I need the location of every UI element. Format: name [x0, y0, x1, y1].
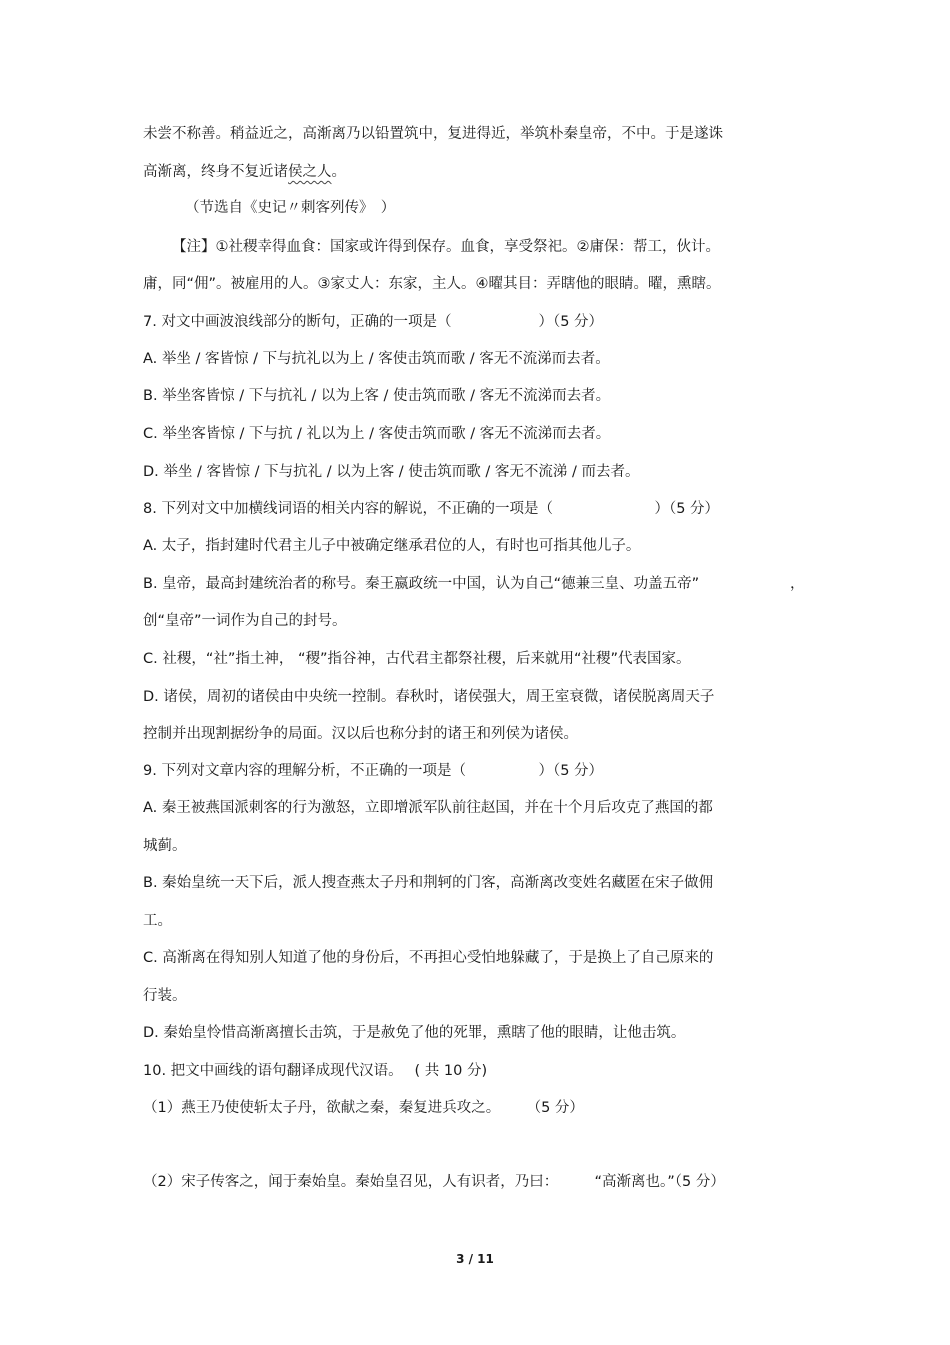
- passage-line-2-end: 。: [331, 164, 346, 180]
- question-7-option-b: B. 举坐客皆惊 / 下与抗礼 / 以为上客 / 使击筑而歌 / 客无不流涕而去者。: [143, 388, 611, 404]
- question-10-sentence-2: （2）宋子传客之，闻于秦始皇。秦始皇召见，人有识者，乃曰： “高渐离也。”（5 分）: [143, 1174, 725, 1190]
- question-9-option-a-line-1: A. 秦王被燕国派刺客的行为激怒，立即增派军队前往赵国，并在十个月后攻克了燕国的都: [143, 800, 713, 816]
- question-10-sentence-1: （1）燕王乃使使斩太子丹，欲献之秦，秦复进兵攻之。 （5 分）: [143, 1100, 584, 1116]
- question-8-option-b-line-2: 创“皇帝”一词作为自己的封号。: [143, 613, 347, 629]
- question-9-option-a-line-2: 城蓟。: [143, 838, 187, 854]
- question-9-option-c-line-2: 行装。: [143, 988, 187, 1004]
- question-7-stem: 7. 对文中画波浪线部分的断句，正确的一项是（ ）（5 分）: [143, 314, 604, 330]
- question-8-stem: 8. 下列对文中加横线词语的相关内容的解说，不正确的一项是（ ）（5 分）: [143, 501, 720, 517]
- passage-line-1: 未尝不称善。稍益近之，高渐离乃以铅置筑中，复进得近，举筑朴秦皇帝，不中。于是遂诛: [143, 126, 723, 142]
- question-9-option-b-line-2: 工。: [143, 913, 172, 929]
- question-8-option-c: C. 社稷，“社”指土神， “稷”指谷神，古代君主都祭社稷，后来就用“社稷”代表国家。: [143, 651, 691, 667]
- question-9-option-c-line-1: C. 高渐离在得知别人知道了他的身份后，不再担心受怕地躲藏了，于是换上了自己原来的: [143, 950, 714, 966]
- annotation-line-1: 【注】①社稷幸得血食：国家或许得到保存。血食，享受祭祀。②庸保：帮工，伙计。: [172, 239, 720, 255]
- wavy-underlined-text: 侯之人: [288, 164, 332, 180]
- question-8-option-b-line-1: B. 皇帝，最高封建统治者的称号。秦王嬴政统一中国，认为自己“德兼三皇、功盖五帝”: [143, 576, 700, 592]
- question-8-option-d-line-1: D. 诸侯，周初的诸侯由中央统一控制。春秋时，诸侯强大，周王室衰微，诸侯脱离周天子: [143, 689, 715, 705]
- passage-line-2: [143, 162, 346, 182]
- question-8-option-d-line-2: 控制并出现割据纷争的局面。汉以后也称分封的诸王和列侯为诸侯。: [143, 726, 578, 742]
- source-citation: （节选自《史记〃刺客列传》 ）: [185, 200, 396, 216]
- question-9-option-b-line-1: B. 秦始皇统一天下后，派人搜查燕太子丹和荆轲的门客，高渐离改变姓名藏匿在宋子做佣: [143, 875, 714, 891]
- page-number: 3 / 11: [456, 1252, 494, 1266]
- question-7-option-a: A. 举坐 / 客皆惊 / 下与抗礼以为上 / 客使击筑而歌 / 客无不流涕而去者。: [143, 351, 610, 367]
- passage-line-2-text: 高渐离，终身不复近诸: [143, 164, 288, 180]
- annotation-line-2: 庸，同“佣”。被雇用的人。③家丈人：东家，主人。④曜其目：弄瞎他的眼睛。曜，熏瞎。: [143, 276, 721, 292]
- question-7-option-c: C. 举坐客皆惊 / 下与抗 / 礼以为上 / 客使击筑而歌 / 客无不流涕而去者。: [143, 426, 611, 442]
- question-7-option-d: D. 举坐 / 客皆惊 / 下与抗礼 / 以为上客 / 使击筑而歌 / 客无不流涕 / 而去者。: [143, 464, 640, 480]
- question-8-option-b-comma: ，: [790, 576, 805, 592]
- question-9-option-d: D. 秦始皇怜惜高渐离擅长击筑，于是赦免了他的死罪，熏瞎了他的眼睛，让他击筑。: [143, 1025, 686, 1041]
- question-10-stem: 10. 把文中画线的语句翻译成现代汉语。 ( 共 10 分): [143, 1063, 488, 1079]
- question-8-option-a: A. 太子，指封建时代君主儿子中被确定继承君位的人，有时也可指其他儿子。: [143, 538, 641, 554]
- question-9-stem: 9. 下列对文章内容的理解分析，不正确的一项是（ ）（5 分）: [143, 763, 604, 779]
